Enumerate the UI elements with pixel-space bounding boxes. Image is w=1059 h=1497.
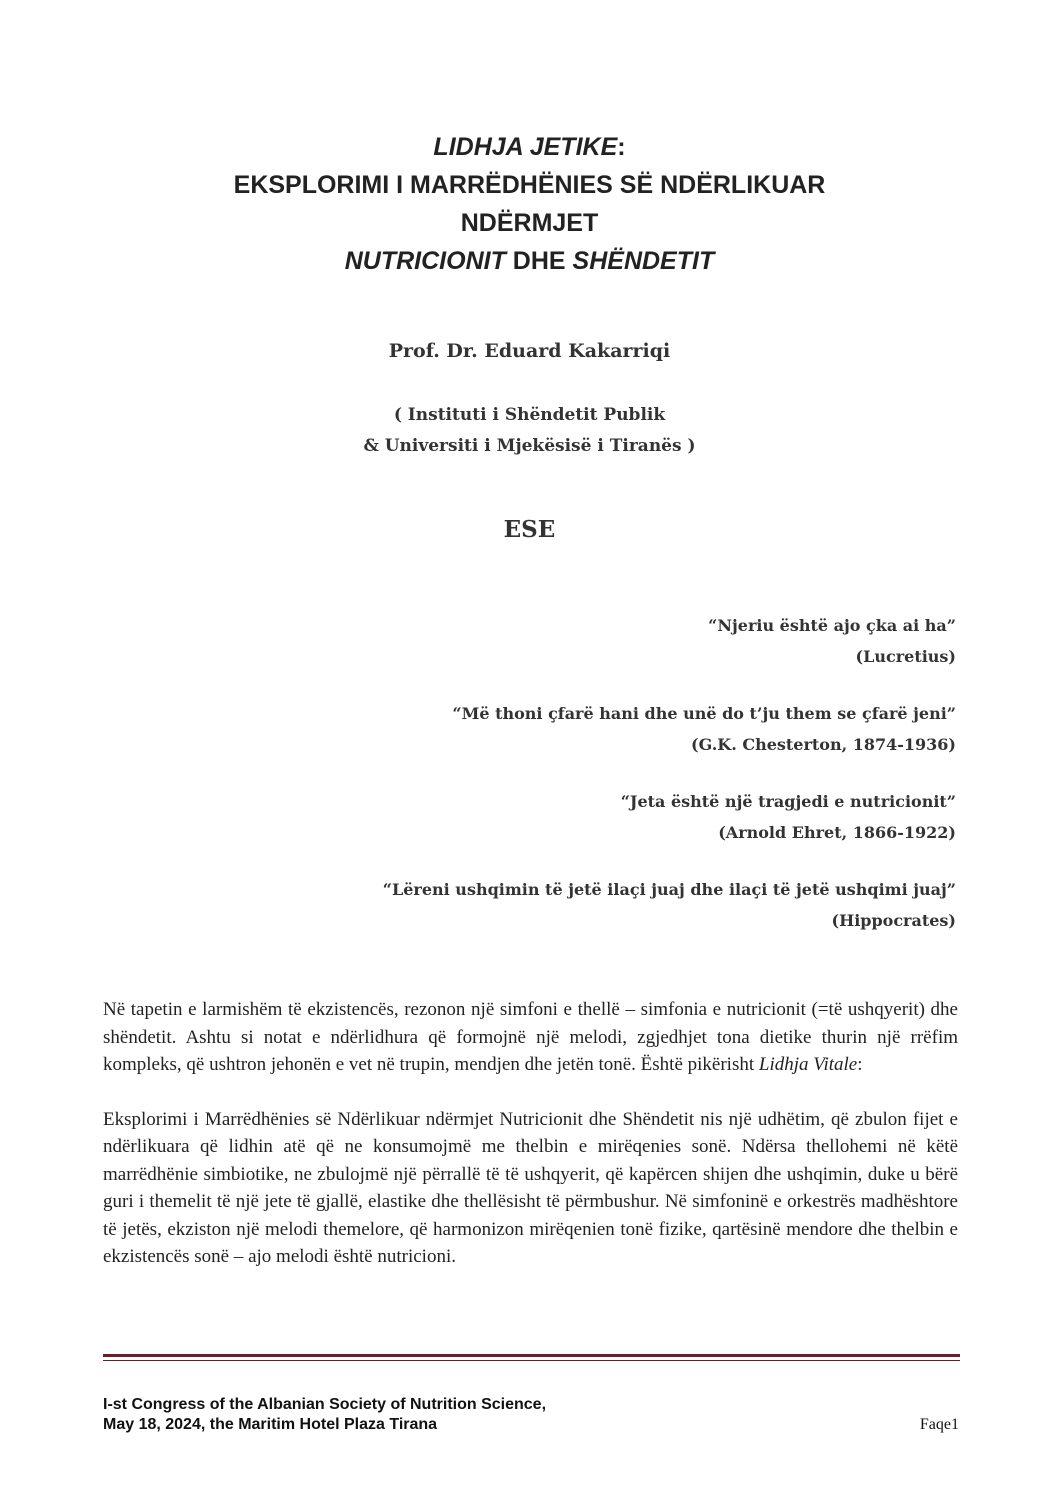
quote-attribution: (Hippocrates) bbox=[831, 911, 956, 930]
quote-attribution: (Arnold Ehret, 1866-1922) bbox=[718, 823, 956, 842]
quote-block bbox=[156, 698, 956, 760]
title-italic-lidhja: LIDHJA JETIKE bbox=[433, 133, 618, 161]
paragraph-1-text: Në tapetin e larmishëm të ekzistencës, rezonon një simfoni e thellë – simfonia e nutricionit (=të ushqyerit) dhe shëndetit. Ashtu si notat e ndërlidhura që formojnë një melodi, zgjedhjet tona dietike thurin një rrëfim kompleks, që ushtron jehonën e vet në trupin, mendjen dhe jetën tonë. Është pikërisht bbox=[103, 999, 958, 1075]
title-line-2: EKSPLORIMI I MARRËDHËNIES SË NDËRLIKUAR bbox=[233, 171, 826, 199]
footer-rule-thick bbox=[103, 1354, 960, 1357]
title-italic-nutricionit: NUTRICIONIT bbox=[344, 247, 506, 275]
paragraph-1-italic: Lidhja Vitale bbox=[758, 1054, 858, 1075]
quote-text: “Më thoni çfarë hani dhe unë do t’ju them se çfarë jeni” bbox=[452, 704, 956, 723]
quote-block bbox=[156, 786, 956, 848]
quote-block bbox=[156, 874, 956, 936]
title-colon: : bbox=[617, 133, 626, 161]
footer-rule-thin bbox=[103, 1360, 960, 1361]
footer-line-1: I-st Congress of the Albanian Society of Nutrition Science, bbox=[103, 1396, 547, 1413]
paragraph-1 bbox=[103, 996, 958, 1079]
genre-heading: ESE bbox=[503, 516, 556, 543]
quote-attribution: (Lucretius) bbox=[855, 647, 956, 666]
title-italic-shendetit: SHËNDETIT bbox=[572, 247, 715, 275]
title-line-4 bbox=[0, 242, 1059, 280]
footer-line-2: May 18, 2024, the Maritim Hotel Plaza Tirana bbox=[103, 1416, 438, 1433]
affiliation-line-2: & Universiti i Mjekësisë i Tiranës ) bbox=[363, 436, 696, 456]
paragraph-1-end: : bbox=[857, 1054, 863, 1075]
body-text bbox=[103, 996, 958, 1298]
author-affiliation bbox=[0, 400, 1059, 462]
title-dhe: DHE bbox=[505, 247, 573, 275]
footer-congress-info bbox=[103, 1395, 960, 1435]
quote-text: “Jeta është një tragjedi e nutricionit” bbox=[620, 792, 956, 811]
document-title bbox=[0, 128, 1059, 280]
epigraph-quotes bbox=[156, 610, 956, 962]
affiliation-line-1: ( Instituti i Shëndetit Publik bbox=[393, 405, 666, 425]
paragraph-2: Eksplorimi i Marrëdhënies së Ndërlikuar ndërmjet Nutricionit dhe Shëndetit nis një udhëtim, që zbulon fijet e ndërlikuara që lidhin atë që ne konsumojmë me thelbin e mirëqenies sonë. Ndërsa thellohemi në këtë marrëdhënie simbiotike, ne zbulojmë një përrallë të të ushqyerit, që kapërcen shijen dhe ushqimin, duke u bërë guri i themelit të një jete të gjallë, elastike dhe thellësisht të përmbushur. Në simfoninë e orkestrës madhështore të jetës, ekziston një melodi themelore, që harmonizon mirëqenien tonë fizike, qartësinë mendore dhe thelbin e ekzistencës sonë – ajo melodi është nutricioni. bbox=[103, 1108, 958, 1267]
quote-text: “Lëreni ushqimin të jetë ilaçi juaj dhe ilaçi të jetë ushqimi juaj” bbox=[382, 880, 956, 899]
author-name: Prof. Dr. Eduard Kakarriqi bbox=[388, 340, 671, 362]
page-number: Faqe1 bbox=[919, 1416, 959, 1433]
quote-attribution: (G.K. Chesterton, 1874-1936) bbox=[691, 735, 956, 754]
title-line-3: NDËRMJET bbox=[460, 209, 599, 237]
quote-text: “Njeriu është ajo çka ai ha” bbox=[708, 616, 956, 635]
title-line-1 bbox=[0, 128, 1059, 166]
quote-block bbox=[156, 610, 956, 672]
